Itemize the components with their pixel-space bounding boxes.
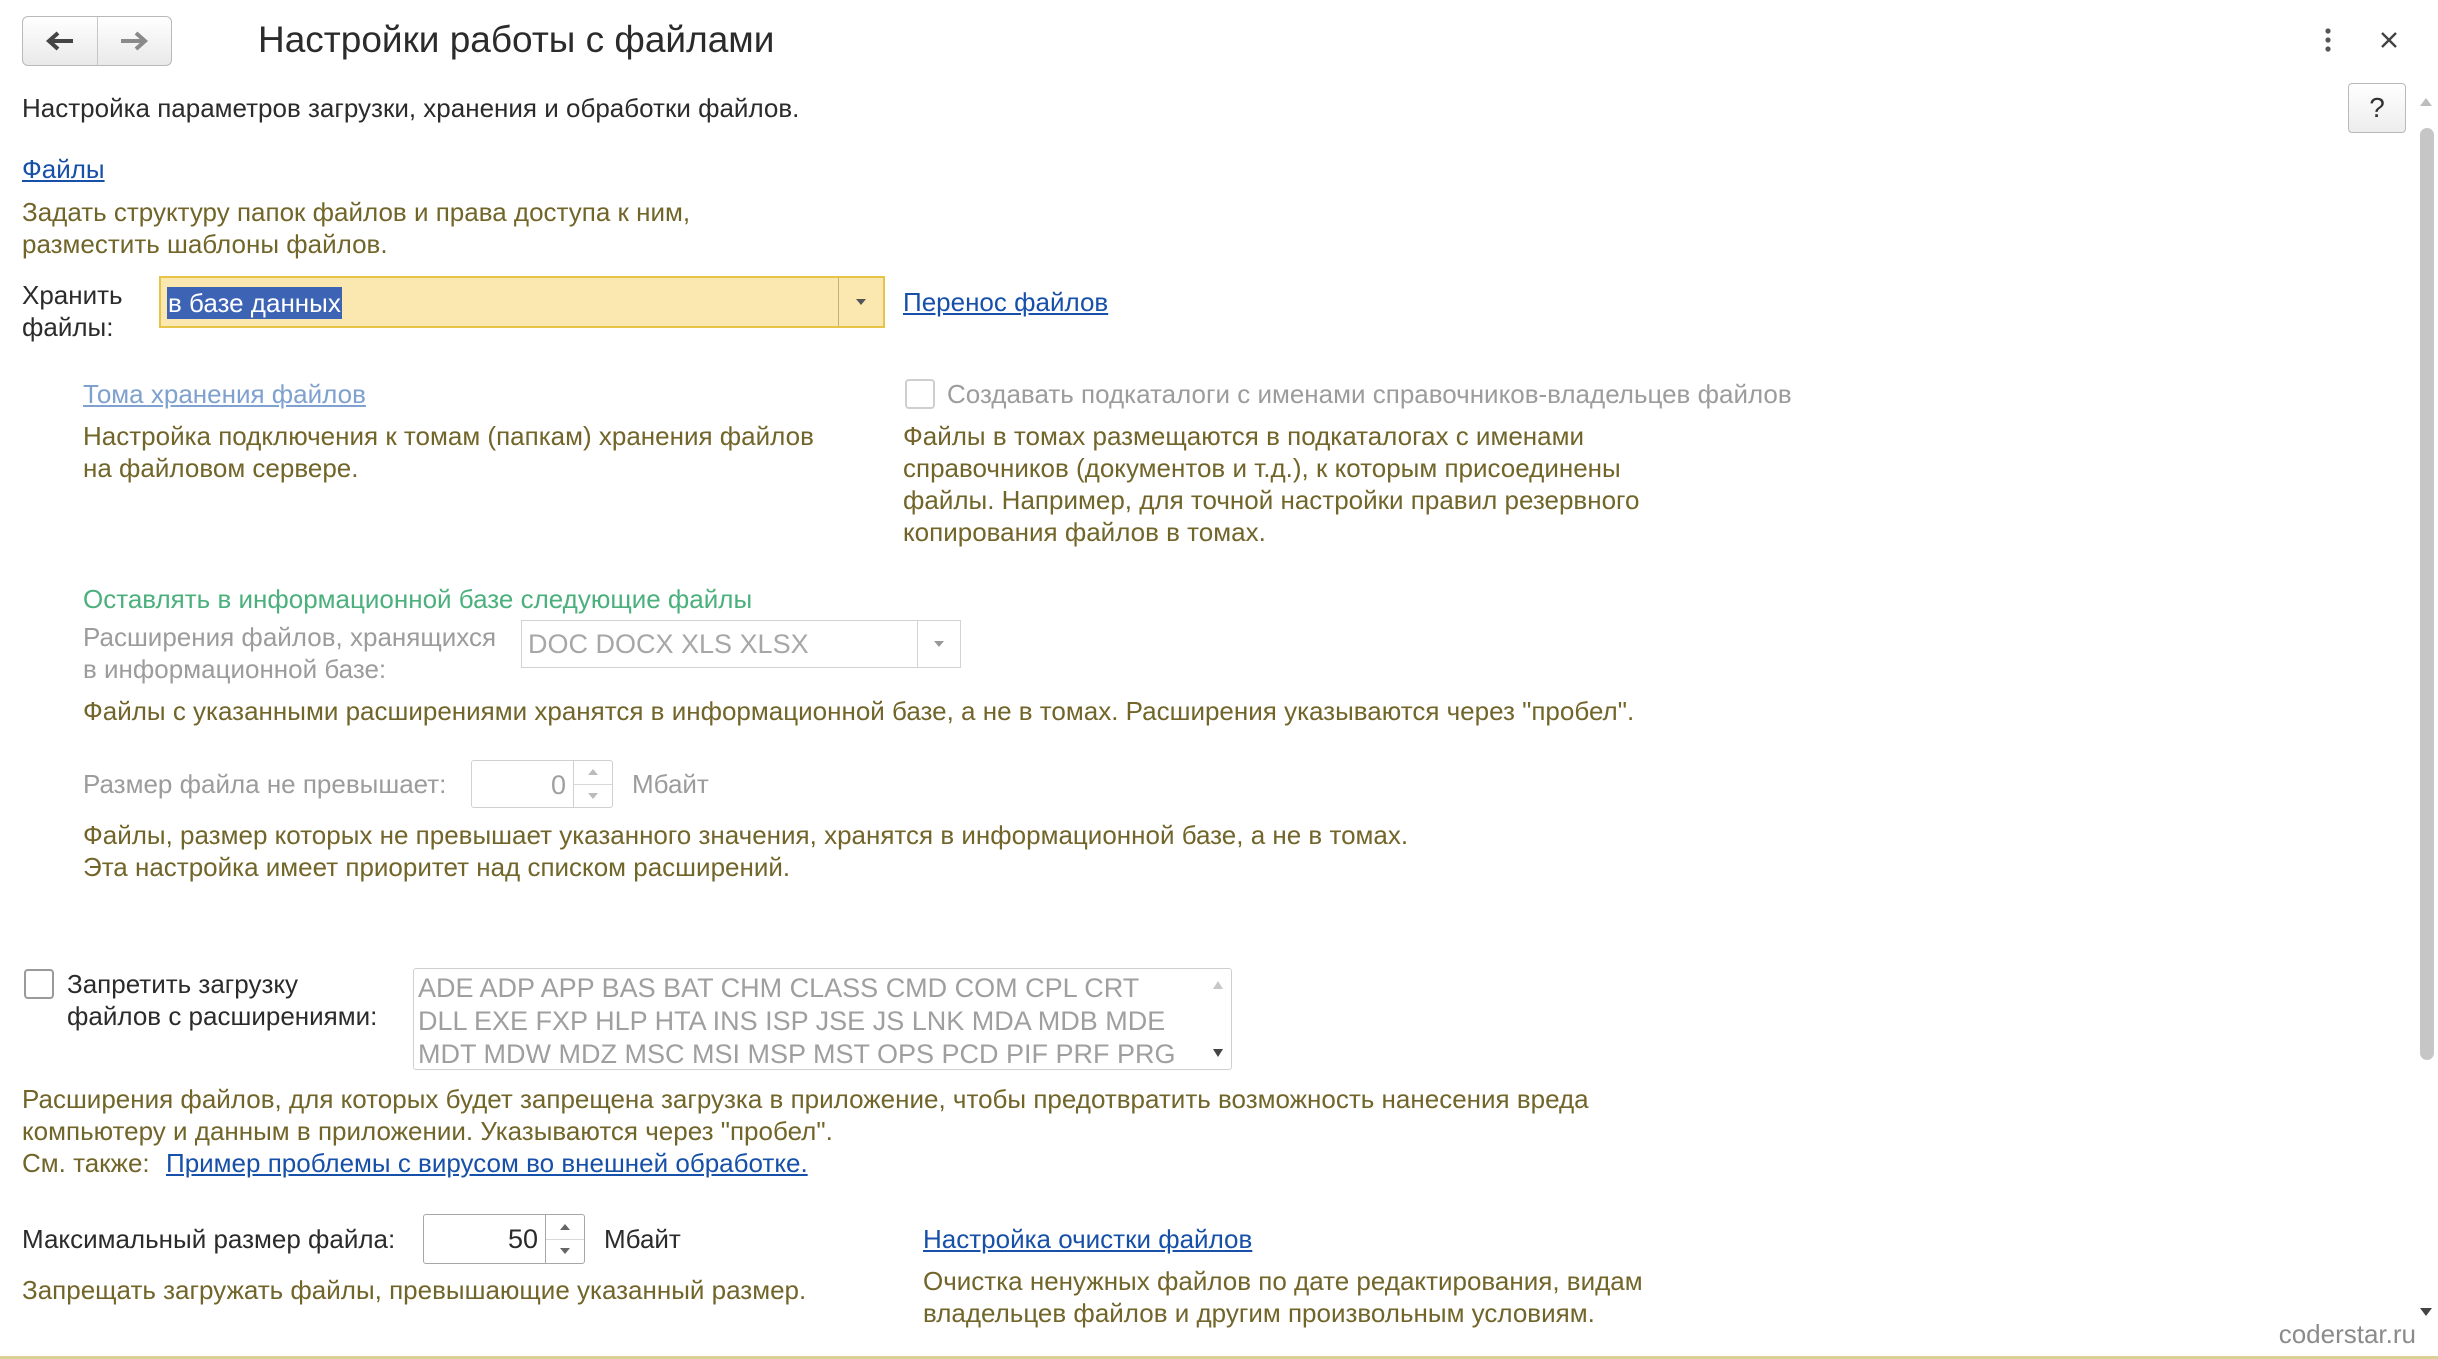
max-size-value: 50 bbox=[507, 1224, 538, 1254]
forbid-upload-checkbox[interactable] bbox=[24, 969, 54, 999]
keep-in-db-heading: Оставлять в информационной базе следующие файлы bbox=[83, 584, 753, 614]
stepper-down-icon[interactable] bbox=[546, 1239, 584, 1264]
db-size-stepper[interactable] bbox=[471, 760, 613, 808]
max-size-stepper[interactable] bbox=[423, 1214, 585, 1264]
create-subdirs-label: Создавать подкаталоги с именами справочников-владельцев файлов bbox=[947, 379, 1792, 409]
stepper-up-icon[interactable] bbox=[546, 1215, 584, 1239]
ext-label-line2: в информационной базе: bbox=[83, 654, 387, 684]
db-extensions-value: DOC DOCX XLS XLSX bbox=[528, 629, 809, 659]
max-size-label: Максимальный размер файла: bbox=[22, 1224, 396, 1254]
scroll-down-arrow-icon[interactable] bbox=[1213, 1049, 1223, 1057]
storage-volumes-link[interactable]: Тома хранения файлов bbox=[83, 379, 366, 409]
forward-button[interactable] bbox=[97, 17, 172, 65]
close-button[interactable] bbox=[2371, 22, 2407, 58]
scroll-up-arrow-icon[interactable] bbox=[1213, 981, 1223, 989]
forbid-label-line2: файлов с расширениями: bbox=[67, 1001, 378, 1031]
close-icon bbox=[2380, 31, 2398, 49]
max-size-desc: Запрещать загружать файлы, превышающие указанный размер. bbox=[22, 1275, 807, 1305]
dropdown-button[interactable] bbox=[838, 278, 883, 326]
more-button[interactable] bbox=[2310, 22, 2346, 58]
cleanup-desc-line1: Очистка ненужных файлов по дате редактирования, видам bbox=[923, 1266, 1643, 1296]
arrow-left-icon bbox=[45, 30, 75, 52]
ext-desc: Файлы с указанными расширениями хранятся в информационной базе, а не в томах. Расширения указываются через "пробел". bbox=[83, 696, 1635, 726]
store-files-select[interactable] bbox=[159, 276, 885, 328]
forbidden-extensions-text bbox=[418, 972, 1188, 1070]
files-link[interactable]: Файлы bbox=[22, 154, 105, 184]
forbidden-extensions-textarea[interactable] bbox=[413, 968, 1232, 1070]
chevron-down-icon bbox=[855, 298, 867, 306]
stepper-up-icon[interactable] bbox=[574, 761, 612, 784]
size-label: Размер файла не превышает: bbox=[83, 769, 447, 799]
navigation-buttons bbox=[22, 16, 172, 66]
store-label-line2: файлы: bbox=[22, 312, 114, 342]
subdirs-desc-line2: справочников (документов и т.д.), к которым присоединены bbox=[903, 453, 1621, 483]
files-desc-line1: Задать структуру папок файлов и права доступа к ним, bbox=[22, 197, 691, 227]
stepper-down-icon[interactable] bbox=[574, 784, 612, 808]
create-subdirs-checkbox[interactable] bbox=[905, 379, 935, 409]
db-extensions-select[interactable] bbox=[521, 620, 961, 668]
forbidden-ext-line3: MDT MDW MDZ MSC MSI MSP MST OPS PCD PIF PRF PRG bbox=[418, 1039, 1176, 1069]
see-also-label: См. также: bbox=[22, 1148, 150, 1178]
cleanup-desc-line2: владельцев файлов и другим произвольным условиям. bbox=[923, 1298, 1595, 1328]
size-unit: Мбайт bbox=[632, 769, 709, 799]
arrow-right-icon bbox=[119, 30, 149, 52]
db-size-value: 0 bbox=[550, 770, 566, 800]
transfer-files-link[interactable]: Перенос файлов bbox=[903, 287, 1109, 317]
forbidden-ext-line2: DLL EXE FXP HLP HTA INS ISP JSE JS LNK MDA MDB MDE bbox=[418, 1006, 1166, 1036]
size-desc-line1: Файлы, размер которых не превышает указанного значения, хранятся в информационной базе, а не в томах. bbox=[83, 820, 1409, 850]
max-size-unit: Мбайт bbox=[604, 1224, 681, 1254]
forbid-desc-line1: Расширения файлов, для которых будет запрещена загрузка в приложение, чтобы предотвратить возможность нанесения вреда bbox=[22, 1084, 1589, 1114]
forbid-desc-line2: компьютеру и данным в приложении. Указываются через "пробел". bbox=[22, 1116, 833, 1146]
store-files-value: в базе данных bbox=[168, 288, 341, 318]
scroll-up-arrow-icon[interactable] bbox=[2416, 92, 2436, 112]
page-title: Настройки работы с файлами bbox=[258, 19, 775, 60]
volumes-desc-line1: Настройка подключения к томам (папкам) хранения файлов bbox=[83, 421, 814, 451]
back-button[interactable] bbox=[23, 17, 97, 65]
more-vertical-icon bbox=[2324, 28, 2332, 52]
subdirs-desc-line3: файлы. Например, для точной настройки правил резервного bbox=[903, 485, 1640, 515]
help-button[interactable]: ? bbox=[2348, 83, 2406, 133]
scroll-down-arrow-icon[interactable] bbox=[2416, 1302, 2436, 1322]
scrollbar-thumb[interactable] bbox=[2420, 128, 2434, 1060]
subdirs-desc-line1: Файлы в томах размещаются в подкаталогах с именами bbox=[903, 421, 1584, 451]
cleanup-settings-link[interactable]: Настройка очистки файлов bbox=[923, 1224, 1253, 1254]
store-label-line1: Хранить bbox=[22, 280, 123, 310]
virus-example-link[interactable]: Пример проблемы с вирусом во внешней обработке. bbox=[166, 1148, 808, 1178]
ext-label-line1: Расширения файлов, хранящихся bbox=[83, 622, 497, 652]
files-desc-line2: разместить шаблоны файлов. bbox=[22, 229, 388, 259]
chevron-down-icon bbox=[933, 640, 945, 648]
watermark: coderstar.ru bbox=[2278, 1319, 2416, 1349]
textarea-scrollbar[interactable] bbox=[1207, 973, 1229, 1065]
volumes-desc-line2: на файловом сервере. bbox=[83, 453, 359, 483]
forbidden-ext-line1: ADE ADP APP BAS BAT CHM CLASS CMD COM CPL CRT bbox=[418, 973, 1140, 1003]
dropdown-button[interactable] bbox=[917, 621, 960, 667]
intro-text: Настройка параметров загрузки, хранения и обработки файлов. bbox=[22, 93, 800, 123]
size-desc-line2: Эта настройка имеет приоритет над списком расширений. bbox=[83, 852, 791, 882]
subdirs-desc-line4: копирования файлов в томах. bbox=[903, 517, 1266, 547]
forbid-label-line1: Запретить загрузку bbox=[67, 969, 299, 999]
